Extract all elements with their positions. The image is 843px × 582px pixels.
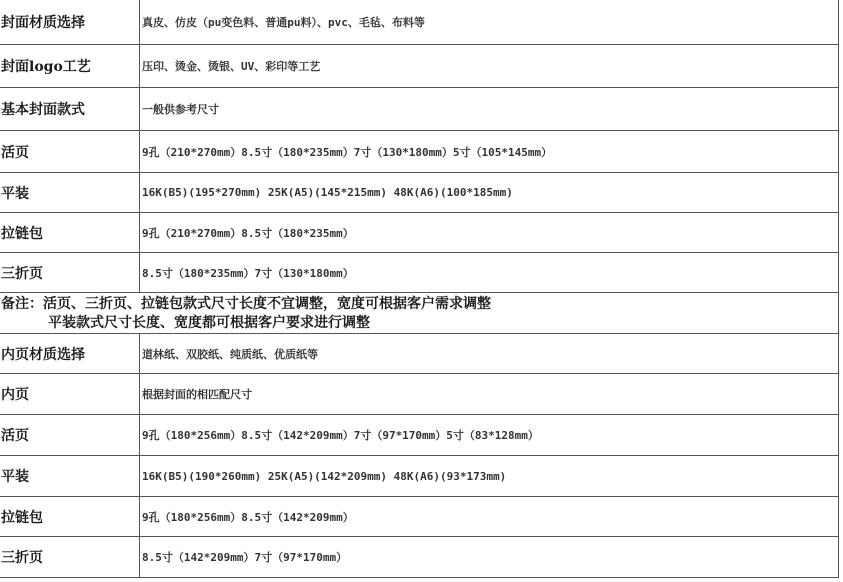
row-value: 根据封面的相匹配尺寸 [142, 388, 252, 401]
row-value: 16K(B5)(195*270mm) 25K(A5)(145*215mm) 48K(A6)(100*185mm) [142, 186, 513, 199]
row-value: 9孔（210*270mm）8.5寸（180*235mm） [142, 226, 354, 240]
table-row [0, 252, 838, 292]
row-label: 封面材质选择 [0, 0, 140, 44]
table-row [0, 130, 838, 172]
table-right-border [838, 0, 839, 578]
row-label: 封面logo工艺 [0, 45, 140, 87]
note-line-2: 平装款式尺寸长度、宽度都可根据客户要求进行调整 [48, 315, 370, 331]
row-value: 真皮、仿皮（pu变色料、普通pu料）、pvc、毛毡、布料等 [142, 16, 425, 29]
note-block [0, 292, 838, 333]
row-label: 三折页 [0, 253, 140, 292]
table-row [0, 172, 838, 212]
table-row [0, 0, 838, 44]
table-row [0, 373, 838, 414]
row-value: 9孔（180*256mm）8.5寸（142*209mm） [142, 510, 354, 524]
row-value: 16K(B5)(190*260mm) 25K(A5)(142*209mm) 48K(A6)(93*173mm) [142, 469, 507, 483]
table-row [0, 496, 838, 536]
row-label: 基本封面款式 [0, 88, 140, 130]
row-value: 道林纸、双胶纸、纯质纸、优质纸等 [142, 347, 318, 361]
row-value: 8.5寸（180*235mm）7寸（130*180mm） [142, 266, 354, 280]
row-label: 拉链包 [0, 213, 140, 252]
row-value: 一般供参考尺寸 [142, 103, 219, 116]
table-row [0, 333, 838, 373]
row-label: 活页 [0, 415, 140, 455]
row-value: 9孔（180*256mm）8.5寸（142*209mm）7寸（97*170mm）5寸（83*128mm） [142, 429, 539, 442]
row-label: 拉链包 [0, 497, 140, 536]
table-row [0, 536, 838, 578]
row-label: 内页 [0, 374, 140, 414]
note-line-1: 备注：活页、三折页、拉链包款式尺寸长度不宜调整，宽度可根据客户需求调整 [1, 296, 491, 312]
table-row [0, 44, 838, 87]
table-row [0, 87, 838, 130]
row-label: 平装 [0, 173, 140, 212]
row-label: 内页材质选择 [0, 334, 140, 373]
table-row [0, 212, 838, 252]
row-label: 活页 [0, 131, 140, 172]
row-label: 平装 [0, 456, 140, 496]
table-row [0, 414, 838, 455]
row-label: 三折页 [0, 537, 140, 577]
row-value: 9孔（210*270mm）8.5寸（180*235mm）7寸（130*180mm）5寸（105*145mm） [142, 145, 553, 159]
table-row [0, 455, 838, 496]
row-value: 8.5寸（142*209mm）7寸（97*170mm） [142, 551, 348, 564]
row-value: 压印、烫金、烫银、UV、彩印等工艺 [142, 60, 321, 73]
